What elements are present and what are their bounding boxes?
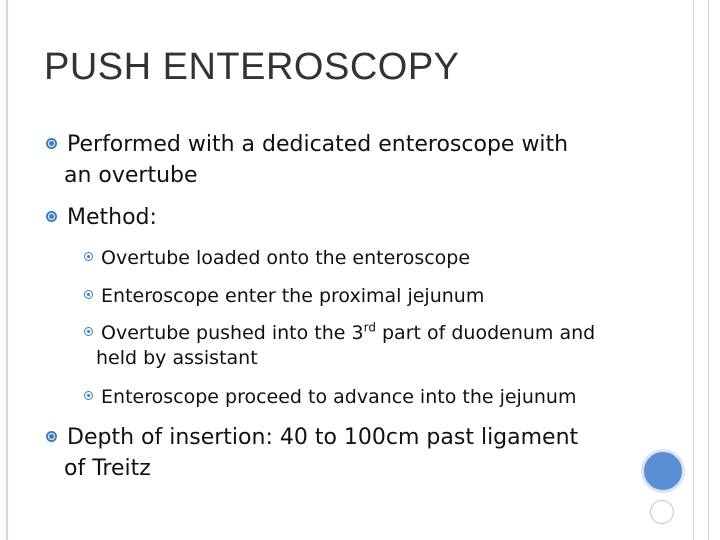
sub-bullet-item (84, 385, 576, 409)
small-ring-bullet-icon (84, 290, 93, 299)
decorative-circle-small (650, 500, 674, 524)
sub-bullet-item (84, 321, 595, 345)
bullet-text: Method: (67, 205, 157, 230)
sub-bullet-text: Overtube pushed into the 3rd part of duodenum and (101, 320, 596, 344)
frame-line-right-outer (708, 0, 709, 540)
sub-bullet-item (84, 246, 470, 270)
bullet-item (46, 130, 568, 160)
ring-bullet-icon (46, 211, 57, 222)
sub-bullet-text-continuation: held by assistant (96, 347, 258, 369)
frame-line-left (6, 0, 8, 540)
ring-bullet-icon (46, 138, 57, 149)
decorative-circle-large (641, 449, 685, 493)
bullet-text: Performed with a dedicated enteroscope with (67, 132, 569, 157)
sub-bullet-text: Enteroscope enter the proximal jejunum (101, 285, 485, 307)
bullet-text: Depth of insertion: 40 to 100cm past ligament (67, 425, 579, 450)
bullet-text-continuation: an overtube (64, 163, 198, 188)
sub-bullet-item (84, 284, 484, 308)
small-ring-bullet-icon (84, 327, 93, 336)
sub-bullet-text: Overtube loaded onto the enteroscope (101, 247, 471, 269)
ring-bullet-icon (46, 431, 57, 442)
frame-line-right (693, 0, 694, 540)
slide-title: PUSH ENTEROSCOPY (44, 46, 460, 88)
bullet-text-continuation: of Treitz (64, 456, 151, 481)
small-ring-bullet-icon (84, 391, 93, 400)
sub-bullet-text: Enteroscope proceed to advance into the jejunum (101, 386, 577, 408)
small-ring-bullet-icon (84, 252, 93, 261)
bullet-item (46, 203, 157, 233)
bullet-item (46, 423, 578, 453)
